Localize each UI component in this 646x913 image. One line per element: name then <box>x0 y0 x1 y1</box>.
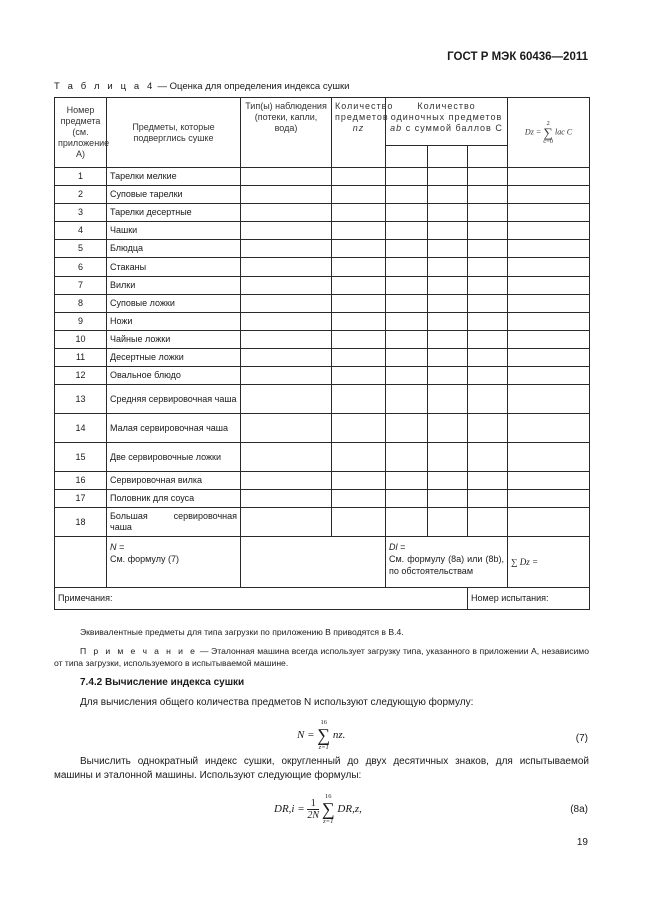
row-empty-cell <box>241 490 332 508</box>
row-empty-cell <box>241 276 332 294</box>
note-paragraph <box>54 645 589 669</box>
table-caption-prefix: Т а б л и ц а 4 <box>54 81 155 92</box>
row-number: 6 <box>55 258 107 276</box>
row-empty-cell <box>428 367 468 385</box>
row-empty-cell <box>428 240 468 258</box>
row-item-name: Половник для соуса <box>107 490 241 508</box>
row-empty-cell <box>508 348 590 366</box>
row-empty-cell <box>386 240 428 258</box>
row-empty-cell <box>241 443 332 472</box>
row-number: 9 <box>55 312 107 330</box>
row-empty-cell <box>508 186 590 204</box>
row-empty-cell <box>428 186 468 204</box>
row-empty-cell <box>332 367 386 385</box>
row-item-name: Овальное блюдо <box>107 367 241 385</box>
header-dz-rhs: lac C <box>555 127 573 137</box>
sum-symbol-icon: ∑ <box>543 125 553 140</box>
row-item-name: Сервировочная вилка <box>107 472 241 490</box>
row-empty-cell <box>386 186 428 204</box>
table-row <box>55 414 590 443</box>
row-empty-cell <box>241 367 332 385</box>
row-empty-cell <box>468 186 508 204</box>
row-number: 15 <box>55 443 107 472</box>
row-empty-cell <box>468 222 508 240</box>
row-item-name: Тарелки мелкие <box>107 168 241 186</box>
summary-n-cell <box>107 537 241 588</box>
header-dz-formula <box>508 98 590 168</box>
row-empty-cell <box>428 443 468 472</box>
paragraph-total-items: Для вычисления общего количества предметов N используют следующую формулу: <box>80 697 474 708</box>
formula-8a-sum-bottom: z=1 <box>323 818 334 825</box>
row-empty-cell <box>468 414 508 443</box>
row-empty-cell <box>508 472 590 490</box>
header-dz-sum-top: 2 <box>546 120 550 127</box>
row-empty-cell <box>508 312 590 330</box>
header-dz-sum-bottom: c=0 <box>543 138 554 145</box>
row-empty-cell <box>508 508 590 537</box>
row-number: 18 <box>55 508 107 537</box>
row-empty-cell <box>241 204 332 222</box>
formula-7-sum <box>317 719 330 751</box>
row-number: 1 <box>55 168 107 186</box>
page-number: 19 <box>576 837 588 848</box>
row-item-name: Чайные ложки <box>107 330 241 348</box>
row-empty-cell <box>386 414 428 443</box>
row-empty-cell <box>468 276 508 294</box>
row-empty-cell <box>508 330 590 348</box>
formula-7-lhs: N = <box>297 729 315 741</box>
row-item-name: Большая сервировочная чаша <box>107 508 241 537</box>
row-empty-cell <box>241 508 332 537</box>
table-row <box>55 312 590 330</box>
row-empty-cell <box>508 258 590 276</box>
row-empty-cell <box>386 385 428 414</box>
row-empty-cell <box>428 276 468 294</box>
row-empty-cell <box>332 490 386 508</box>
header-single-count-rest: с суммой баллов C <box>402 123 503 133</box>
row-empty-cell <box>241 222 332 240</box>
row-item-name: Вилки <box>107 276 241 294</box>
row-empty-cell <box>386 222 428 240</box>
formula-8a-number: (8a) <box>570 804 588 815</box>
row-item-name: Десертные ложки <box>107 348 241 366</box>
row-empty-cell <box>386 168 428 186</box>
row-item-name: Малая сервировочная чаша <box>107 414 241 443</box>
row-item-name: Две сервировочные ложки <box>107 443 241 472</box>
table-row <box>55 490 590 508</box>
document-id: ГОСТ Р МЭК 60436—2011 <box>447 51 588 63</box>
row-empty-cell <box>468 204 508 222</box>
row-number: 16 <box>55 472 107 490</box>
row-empty-cell <box>468 367 508 385</box>
row-empty-cell <box>332 258 386 276</box>
row-empty-cell <box>508 414 590 443</box>
row-item-name: Тарелки десертные <box>107 204 241 222</box>
row-empty-cell <box>241 414 332 443</box>
summary-d-label: Dl = <box>389 542 406 553</box>
row-empty-cell <box>241 385 332 414</box>
row-empty-cell <box>468 472 508 490</box>
row-empty-cell <box>332 312 386 330</box>
table-row <box>55 385 590 414</box>
summary-d-formula: См. формулу (8a) или (8b), по обстоятельствам <box>389 554 505 577</box>
header-item-number: Номер предмета (см. приложение А) <box>55 98 107 168</box>
row-number: 3 <box>55 204 107 222</box>
header-count-subcell <box>468 146 508 168</box>
row-empty-cell <box>508 240 590 258</box>
row-empty-cell <box>332 385 386 414</box>
table-row <box>55 258 590 276</box>
formula-7-rhs: nz. <box>332 729 346 741</box>
table-row <box>55 348 590 366</box>
table-row <box>55 443 590 472</box>
row-item-name: Блюдца <box>107 240 241 258</box>
table-row <box>55 204 590 222</box>
row-empty-cell <box>428 168 468 186</box>
row-empty-cell <box>386 312 428 330</box>
notes-cell: Примечания: <box>55 588 468 610</box>
row-item-name: Суповые ложки <box>107 294 241 312</box>
formula-7-sum-top: 16 <box>320 719 327 726</box>
row-empty-cell <box>332 186 386 204</box>
row-item-name: Стаканы <box>107 258 241 276</box>
row-empty-cell <box>241 186 332 204</box>
formula-7-sum-bottom: z=1 <box>318 744 329 751</box>
header-single-count <box>386 98 508 146</box>
header-dz-sum <box>543 120 553 145</box>
row-empty-cell <box>508 204 590 222</box>
header-dz-lhs: Dz = <box>524 127 542 137</box>
row-empty-cell <box>508 294 590 312</box>
equivalent-items-text: Эквивалентные предметы для типа загрузки по приложению В приводятся в В.4. <box>80 627 404 637</box>
row-empty-cell <box>386 258 428 276</box>
row-empty-cell <box>428 294 468 312</box>
row-number: 2 <box>55 186 107 204</box>
sum-symbol-icon: ∑ <box>321 799 335 819</box>
row-empty-cell <box>332 443 386 472</box>
row-empty-cell <box>508 222 590 240</box>
row-empty-cell <box>468 312 508 330</box>
row-empty-cell <box>508 367 590 385</box>
row-item-name: Суповые тарелки <box>107 186 241 204</box>
row-empty-cell <box>386 367 428 385</box>
row-item-name: Чашки <box>107 222 241 240</box>
test-number-cell: Номер испытания: <box>468 588 590 610</box>
row-empty-cell <box>468 294 508 312</box>
note-prefix: П р и м е ч а н и е <box>80 646 198 656</box>
row-empty-cell <box>241 312 332 330</box>
table-row <box>55 168 590 186</box>
note-text: — Эталонная машина всегда использует загрузку типа, указанного в приложении А, независимо от типа загрузки, используемого в испытываемой машине. <box>54 646 589 668</box>
summary-d-cell <box>386 537 508 588</box>
formula-7-number: (7) <box>575 733 588 744</box>
row-empty-cell <box>332 276 386 294</box>
row-empty-cell <box>468 385 508 414</box>
table-row <box>55 222 590 240</box>
header-count-subcell <box>386 146 428 168</box>
header-items: Предметы, которые подверглись сушке <box>107 98 241 168</box>
row-empty-cell <box>332 168 386 186</box>
row-empty-cell <box>508 385 590 414</box>
row-item-name: Средняя сервировочная чаша <box>107 385 241 414</box>
row-empty-cell <box>468 240 508 258</box>
row-empty-cell <box>386 490 428 508</box>
row-empty-cell <box>468 508 508 537</box>
row-number: 12 <box>55 367 107 385</box>
row-empty-cell <box>468 348 508 366</box>
row-empty-cell <box>468 168 508 186</box>
formula-7 <box>297 719 345 751</box>
formula-8a-denominator: 2N <box>307 809 320 821</box>
row-empty-cell <box>468 258 508 276</box>
row-empty-cell <box>241 472 332 490</box>
row-empty-cell <box>468 330 508 348</box>
row-empty-cell <box>332 330 386 348</box>
summary-empty-cell <box>241 537 386 588</box>
row-number: 13 <box>55 385 107 414</box>
table-row <box>55 330 590 348</box>
row-empty-cell <box>428 472 468 490</box>
table-row <box>55 294 590 312</box>
row-empty-cell <box>428 204 468 222</box>
row-empty-cell <box>428 258 468 276</box>
section-title: 7.4.2 Вычисление индекса сушки <box>80 677 245 688</box>
row-number: 10 <box>55 330 107 348</box>
row-empty-cell <box>386 294 428 312</box>
row-number: 14 <box>55 414 107 443</box>
header-quantity <box>332 98 394 168</box>
paragraph-single-index: Вычислить однократный индекс сушки, округленный до двух десятичных знаков, для испытываемой машины и эталонной машины. Используют следующие формулы: <box>54 756 589 781</box>
row-empty-cell <box>386 348 428 366</box>
summary-n-formula: См. формулу (7) <box>110 554 179 565</box>
sum-symbol-icon: ∑ <box>317 725 331 745</box>
row-number: 17 <box>55 490 107 508</box>
row-empty-cell <box>428 222 468 240</box>
summary-n-label: N = <box>110 542 125 553</box>
row-empty-cell <box>332 508 386 537</box>
row-empty-cell <box>508 168 590 186</box>
row-empty-cell <box>386 330 428 348</box>
row-empty-cell <box>241 258 332 276</box>
summary-sum-cell: ∑ Dz = <box>508 537 590 588</box>
row-empty-cell <box>386 472 428 490</box>
row-empty-cell <box>508 443 590 472</box>
row-empty-cell <box>428 508 468 537</box>
formula-8a-lhs: DR,i = <box>274 803 305 815</box>
row-empty-cell <box>386 443 428 472</box>
row-empty-cell <box>386 276 428 294</box>
row-empty-cell <box>508 490 590 508</box>
row-empty-cell <box>332 222 386 240</box>
row-empty-cell <box>241 330 332 348</box>
header-observation-type: Тип(ы) наблюдения (потеки, капли, вода) <box>241 98 332 168</box>
formula-8a-numerator: 1 <box>307 798 319 810</box>
row-empty-cell <box>241 168 332 186</box>
row-number: 7 <box>55 276 107 294</box>
row-item-name: Ножи <box>107 312 241 330</box>
row-empty-cell <box>468 443 508 472</box>
table-row <box>55 186 590 204</box>
row-empty-cell <box>428 348 468 366</box>
row-number: 5 <box>55 240 107 258</box>
row-number: 8 <box>55 294 107 312</box>
table-row <box>55 240 590 258</box>
table-caption <box>54 81 349 92</box>
row-empty-cell <box>332 240 386 258</box>
drying-index-table <box>54 97 590 610</box>
formula-8a-sum <box>322 793 335 825</box>
header-quantity-label: Количество предметов <box>335 101 394 122</box>
row-empty-cell <box>468 490 508 508</box>
formula-8a-fraction <box>307 798 319 821</box>
row-empty-cell <box>241 348 332 366</box>
row-empty-cell <box>332 414 386 443</box>
row-empty-cell <box>386 508 428 537</box>
row-empty-cell <box>508 276 590 294</box>
row-number: 11 <box>55 348 107 366</box>
header-single-count-label: Количество одиночных предметов <box>390 101 503 122</box>
row-empty-cell <box>241 240 332 258</box>
table-row <box>55 367 590 385</box>
formula-8a-sum-top: 16 <box>325 793 332 800</box>
formula-8a-rhs: DR,z, <box>337 803 362 815</box>
header-quantity-symbol: nz <box>352 123 365 133</box>
formula-8a <box>274 793 362 825</box>
row-empty-cell <box>241 294 332 312</box>
header-single-count-symbol: ab <box>390 123 403 133</box>
summary-empty-cell <box>55 537 107 588</box>
table-row <box>55 276 590 294</box>
row-empty-cell <box>428 385 468 414</box>
row-empty-cell <box>332 348 386 366</box>
row-number: 4 <box>55 222 107 240</box>
row-empty-cell <box>428 490 468 508</box>
row-empty-cell <box>332 472 386 490</box>
row-empty-cell <box>428 330 468 348</box>
row-empty-cell <box>332 294 386 312</box>
row-empty-cell <box>332 204 386 222</box>
table-row <box>55 472 590 490</box>
row-empty-cell <box>428 414 468 443</box>
row-empty-cell <box>428 312 468 330</box>
header-count-subcell <box>428 146 468 168</box>
table-caption-text: — Оценка для определения индекса сушки <box>154 81 350 92</box>
table-row <box>55 508 590 537</box>
row-empty-cell <box>386 204 428 222</box>
